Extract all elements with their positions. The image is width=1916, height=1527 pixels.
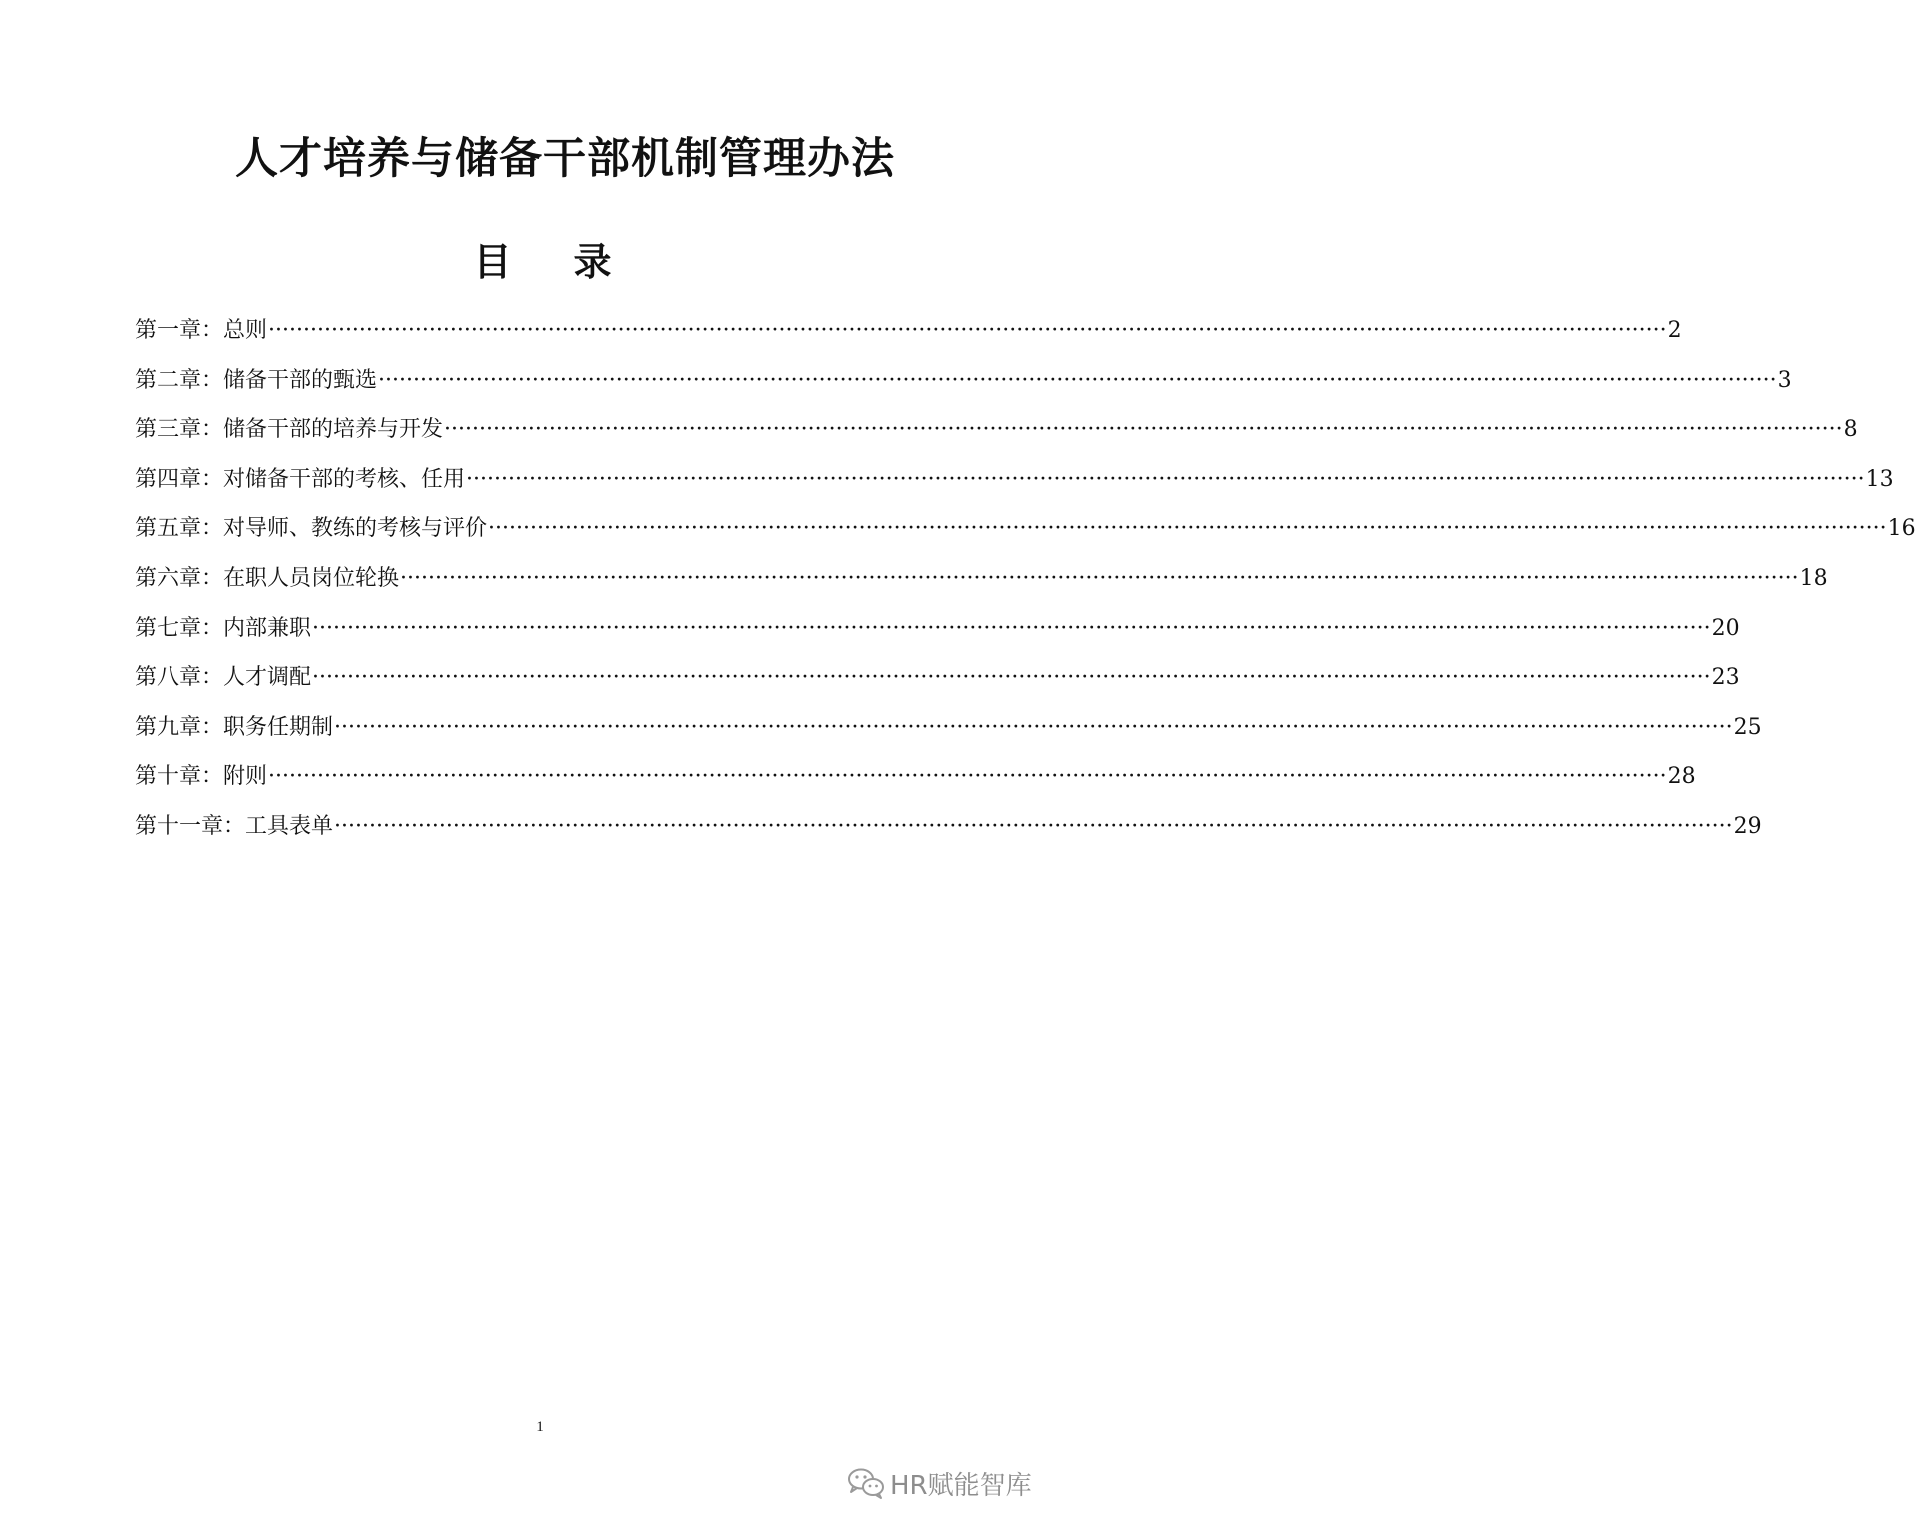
toc-entry-label: 第七章：内部兼职 — [135, 615, 312, 641]
toc-leader: ········································································································································································································ — [488, 516, 1887, 542]
toc-heading-char-1: 目 — [473, 240, 512, 284]
toc-leader: ········································································································································································································ — [312, 665, 1711, 691]
toc-entry-label: 第九章：职务任期制 — [135, 714, 334, 740]
toc-entry[interactable] — [135, 407, 1858, 457]
toc-leader: ········································································································································································································ — [334, 714, 1733, 740]
toc-entry-page: 16 — [1887, 516, 1916, 542]
toc-leader: ········································································································································································································ — [334, 813, 1733, 839]
toc-entry[interactable] — [135, 358, 1792, 408]
toc-entry-label: 第十一章：工具表单 — [135, 813, 334, 839]
toc-entry-page: 20 — [1711, 615, 1740, 641]
watermark — [846, 1458, 1032, 1508]
toc-entry[interactable] — [135, 606, 1740, 656]
toc-entry-label: 第六章：在职人员岗位轮换 — [135, 565, 400, 591]
toc-entry-label: 第五章：对导师、教练的考核与评价 — [135, 516, 488, 542]
toc-entry[interactable] — [135, 457, 1894, 507]
toc-entry[interactable] — [135, 556, 1828, 606]
toc-entry-page: 28 — [1667, 764, 1696, 790]
toc-entry-label: 第二章：储备干部的甄选 — [135, 367, 378, 393]
toc-leader: ········································································································································································································ — [268, 764, 1667, 790]
toc-entry-label: 第四章：对储备干部的考核、任用 — [135, 466, 466, 492]
toc-entry-label: 第三章：储备干部的培养与开发 — [135, 417, 444, 443]
toc-entry[interactable] — [135, 804, 1762, 854]
toc-leader: ········································································································································································································ — [378, 367, 1777, 393]
toc-entry-label: 第一章：总则 — [135, 318, 268, 343]
document-title: 人才培养与储备干部机制管理办法 — [235, 134, 895, 184]
toc-entry-page: 23 — [1711, 665, 1740, 691]
toc-heading-char-2: 录 — [573, 240, 612, 284]
toc-entry-page: 13 — [1865, 466, 1894, 492]
toc-entry-label: 第十章：附则 — [135, 764, 268, 790]
toc-entry-label: 第八章：人才调配 — [135, 665, 312, 691]
toc-entry-page: 8 — [1843, 417, 1858, 443]
toc-leader: ········································································································································································································ — [466, 466, 1865, 492]
toc-heading — [0, 232, 1085, 292]
toc-entry[interactable] — [135, 754, 1696, 804]
toc-entry[interactable] — [135, 308, 1682, 358]
toc-entry-page: 3 — [1777, 367, 1792, 393]
toc-entry-page: 25 — [1733, 714, 1762, 740]
toc-entry-page: 18 — [1799, 565, 1828, 591]
toc-entry[interactable] — [135, 506, 1916, 556]
toc-entry[interactable] — [135, 655, 1740, 705]
toc-leader: ········································································································································································································ — [444, 417, 1843, 443]
toc-leader: ········································································································································································································ — [312, 615, 1711, 641]
toc-entry[interactable] — [135, 705, 1762, 755]
table-of-contents — [135, 308, 1916, 854]
toc-leader: ········································································································································································································ — [268, 318, 1667, 343]
page-number: 1 — [536, 1419, 544, 1435]
toc-entry-page: 29 — [1733, 813, 1762, 839]
watermark-text: HR赋能智库 — [890, 1470, 1032, 1501]
toc-leader: ········································································································································································································ — [400, 565, 1799, 591]
toc-entry-page: 2 — [1667, 318, 1682, 343]
wechat-icon — [846, 1466, 886, 1500]
